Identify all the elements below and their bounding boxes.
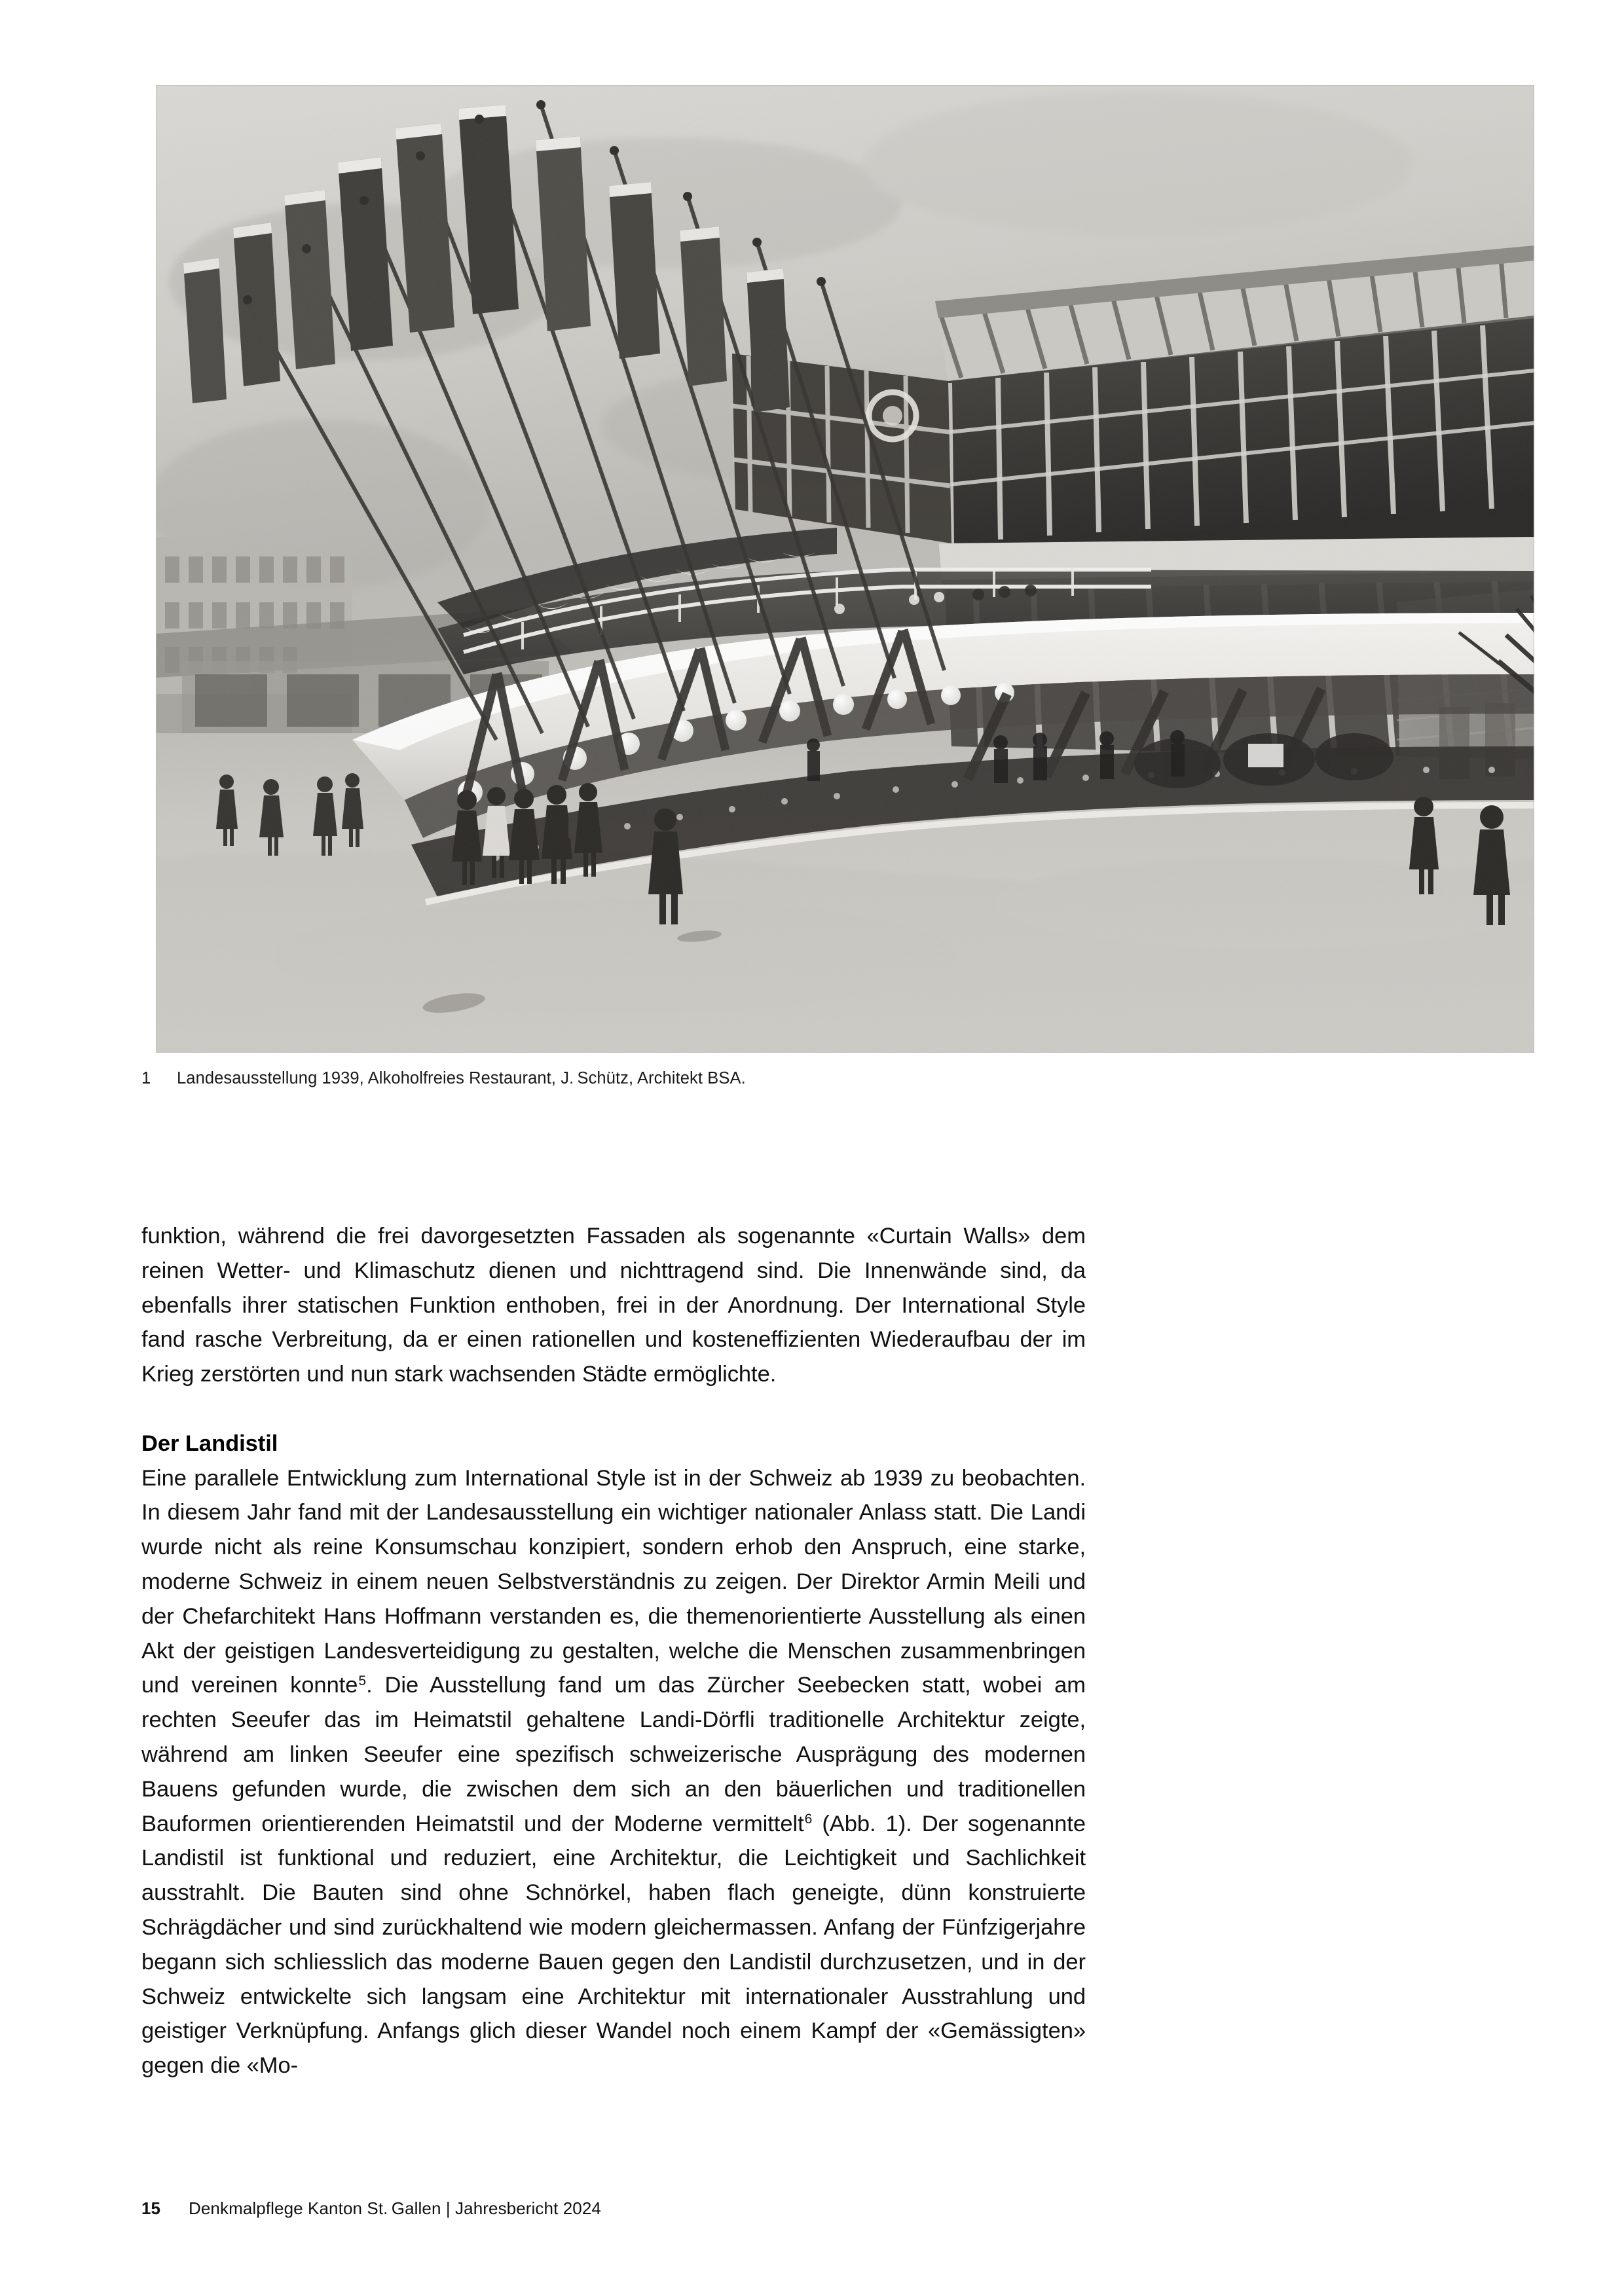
footnote-marker-5: 5 [358,1673,367,1688]
paragraph-landistil-part-c: (Abb. 1). Der sogenannte Landistil ist funktional und reduziert, eine Architektur, die Leichtigkeit und Sachlichkeit ausstrahlt. Die Bauten sind ohne Schnörkel, haben flach geneigte, dünn konstruierte Schrägdächer und sind zurückhaltend wie modern gleichermassen. Anfang der Fünfzigerjahre begann sich schliesslich das moderne Bauen gegen den Landistil durchzusetzen, und in der Schweiz entwickelte sich langsam eine Architektur mit internationaler Ausstrahlung und geistiger Verknüpfung. Anfangs glich dieser Wandel noch einem Kampf der «Gemässigten» gegen die «Mo- [141,1811,1086,2079]
footer-page-number: 15 [141,2198,161,2218]
footer-publication: Denkmalpflege Kanton St. Gallen | Jahresbericht 2024 [189,2198,601,2218]
figure-1-photograph [156,85,1534,1053]
body-text-column [141,1219,1086,2083]
paragraph-landistil-part-b: . Die Ausstellung fand um das Zürcher Seebecken statt, wobei am rechten Seeufer das im Heimatstil gehaltene Landi-Dörfli traditionelle Architektur zeigte, während am linken Seeufer eine spezifisch schweizerische Ausprägung des modernen Bauens gefunden wurde, die zwischen dem sich an den bäuerlichen und traditionellen Bauformen orientierenden Heimatstil und der Moderne vermittelt [141,1673,1086,1836]
photograph-illustration [156,85,1534,1053]
footnote-marker-6: 6 [804,1812,813,1827]
section-heading-der-landistil: Der Landistil [141,1430,278,1456]
figure-caption-text: Landesausstellung 1939, Alkoholfreies Restaurant, J. Schütz, Architekt BSA. [177,1069,746,1087]
paragraph-landistil-part-a: Eine parallele Entwicklung zum International Style ist in der Schweiz ab 1939 zu beobachten. In diesem Jahr fand mit der Landesausstellung ein wichtiger nationaler Anlass statt. Die Landi wurde nicht als reine Konsumschau konzipiert, sondern erhob den Anspruch, eine starke, moderne Schweiz in einem neuen Selbstverständnis zu zeigen. Der Direktor Armin Meili und der Chefarchitekt Hans Hoffmann verstanden es, die themenorientierte Ausstellung als einen Akt der geistigen Landesverteidigung zu gestalten, welche die Menschen zusammenbringen und vereinen konnte [141,1465,1086,1698]
paragraph-landistil [141,1461,1086,2083]
paragraph-continuation: funktion, während die frei davorgesetzten Fassaden als sogenannte «Curtain Walls» dem reinen Wetter- und Klimaschutz dienen und nichttragend sind. Die Innenwände sind, da ebenfalls ihrer statischen Funktion enthoben, frei in der Anordnung. Der International Style fand rasche Verbreitung, da er einen rationellen und kosteneffizienten Wiederaufbau der im Krieg zerstörten und nun stark wachsenden Städte ermöglichte. [141,1224,1086,1387]
figure-caption [141,1068,1517,1089]
page-footer [141,2198,601,2219]
figure-caption-number: 1 [141,1069,151,1087]
